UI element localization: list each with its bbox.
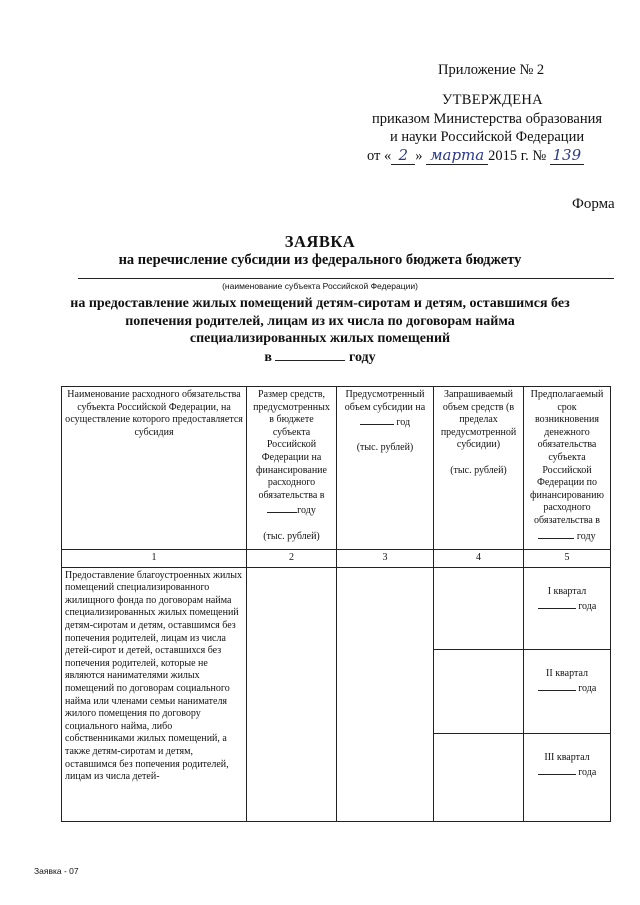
order-month: марта <box>426 146 488 165</box>
table-row <box>62 567 611 649</box>
header-col-5: Предполагаемый срок возникновения денежного обязательства субъекта Российской Федерации по финансированию расходного обязательства в году <box>524 387 611 550</box>
header-col-2: Размер средств, предусмотренных в бюджете субъекта Российской Федерации на финансирование расходного обязательства в году (тыс. рублей) <box>247 387 337 550</box>
subsidy-amount-cell <box>337 567 434 821</box>
subject-name-line <box>78 278 614 279</box>
header-col-3: Предусмотренный объем субсидии на год (тыс. рублей) <box>337 387 434 550</box>
requested-q2-cell <box>434 649 524 733</box>
year-blank <box>275 348 345 361</box>
order-number: 139 <box>550 146 584 165</box>
annex-number: Приложение № 2 <box>438 62 545 78</box>
col-number-2: 2 <box>247 550 337 568</box>
header-col-4: Запрашиваемый объем средств (в пределах предусмотренной субсидии) (тыс. рублей) <box>434 387 524 550</box>
requested-q1-cell <box>434 567 524 649</box>
purpose-text: на предоставление жилых помещений детям-сиротам и детям, оставшимся без попечения родителей, лицам из их числа по договорам найма специализированных жилых помещений <box>70 296 570 346</box>
document-subtitle: на перечисление субсидии из федерального бюджета бюджету <box>118 252 522 268</box>
order-day: 2 <box>391 146 415 165</box>
col-number-5: 5 <box>524 550 611 568</box>
col-number-4: 4 <box>434 550 524 568</box>
column-numbers-row <box>62 550 611 568</box>
approved-label: УТВЕРЖДЕНА <box>442 92 543 108</box>
form-label: Форма <box>572 196 615 212</box>
subject-name-caption: (наименование субъекта Российской Федерации) <box>222 281 418 291</box>
order-line-1: приказом Министерства образования <box>372 111 603 127</box>
requested-q3-cell <box>434 733 524 821</box>
quarter-2-cell: II квартал года <box>524 649 611 733</box>
budget-amount-cell <box>247 567 337 821</box>
order-line-2: и науки Российской Федерации <box>390 129 585 145</box>
quarter-3-cell: III квартал года <box>524 733 611 821</box>
application-table <box>61 386 611 822</box>
year-line: в году <box>264 350 376 365</box>
header-col-1: Наименование расходного обязательства субъекта Российской Федерации, на осуществление которого предоставляется субсидия <box>62 387 247 550</box>
table-header-row <box>62 387 611 550</box>
obligation-description: Предоставление благоустроенных жилых помещений специализированного жилищного фонда по договорам найма специализированных жилых помещений детям-сиротам и детям, оставшимся без попечения родителей, лицам из числа детей-сирот и детей, оставшихся без попечения родителей, которые не являются нанимателями жилых помещений по договорам социального найма или членами семьи нанимателя жилого помещения по договору социального найма, либо собственниками жилых помещений, а также детям-сиротам и детям, оставшимся без попечения родителей, лицам из числа детей- <box>62 567 247 821</box>
order-date-line: от « 2 » марта 2015 г. № 139 <box>367 146 584 165</box>
document-title: ЗАЯВКА <box>284 232 356 251</box>
quarter-1-cell: I квартал года <box>524 567 611 649</box>
col-number-3: 3 <box>337 550 434 568</box>
footer-code: Заявка - 07 <box>34 866 79 876</box>
col-number-1: 1 <box>62 550 247 568</box>
